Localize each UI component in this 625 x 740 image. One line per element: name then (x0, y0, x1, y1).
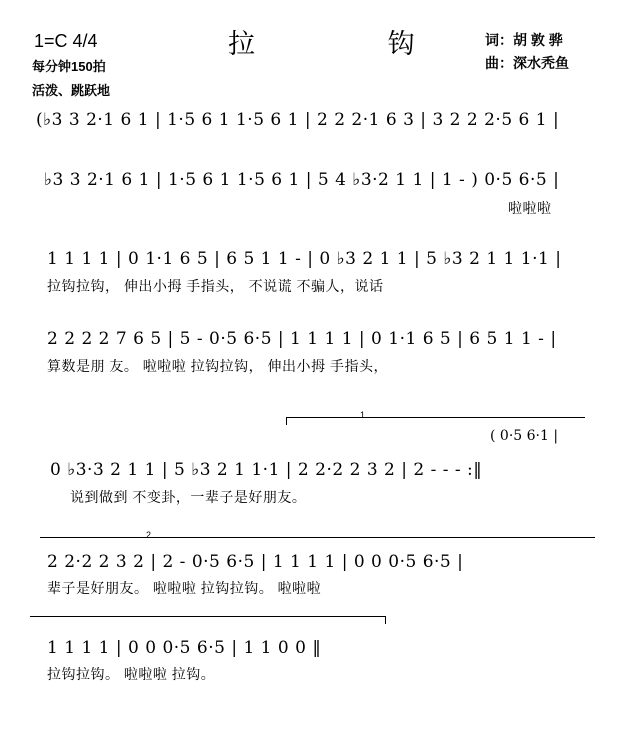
lyricist-credit: 词：胡 敦 骅 (485, 32, 563, 48)
key-and-meter: 1=C 4/4 (34, 31, 98, 51)
lyric-line-3: 拉钩拉钩， 伸出小拇 手指头， 不说谎 不骗人，说话 (47, 278, 384, 294)
tempo-marking: 每分钟150拍 (32, 59, 106, 74)
notation-line-7: 1 1 1 1 | 0 0 0·5 6·5 | 1 1 0 0 ‖ (47, 638, 322, 658)
notation-line-3: 1 1 1 1 | 0 1·1 6 5 | 6 5 1 1 - | 0 ♭3 2 1 1 | 5 ♭3 2 1 1 1·1 | (47, 249, 562, 269)
composer-credit: 曲：深水秃鱼 (485, 55, 569, 71)
lyric-line-7: 拉钩拉钩。 啦啦啦 拉钩。 (47, 666, 216, 682)
lyric-line-2: 啦啦啦 (508, 200, 552, 216)
volta-2-number: 2 (146, 530, 152, 540)
notation-line-5: 0 ♭3·3 2 1 1 | 5 ♭3 2 1 1·1 | 2 2·2 2 3 2 | 2 - - - :‖ (50, 460, 483, 480)
lyric-line-5: 说到做到 不变卦，一辈子是好朋友。 (70, 489, 307, 505)
volta-1-start-tick (286, 417, 287, 425)
notation-line-6: 2 2·2 2 3 2 | 2 - 0·5 6·5 | 1 1 1 1 | 0 0 0·5 6·5 | (47, 552, 464, 572)
song-title: 拉 钩 (228, 29, 477, 60)
notation-line-1: (♭3 3 2·1 6 1 | 1·5 6 1 1·5 6 1 | 2 2 2·1 6 3 | 3 2 2 2·5 6 1 | (36, 110, 560, 130)
lyric-line-4: 算数是朋 友。 啦啦啦 拉钩拉钩， 伸出小拇 手指头， (47, 358, 388, 374)
volta-1-number: 1 (360, 410, 366, 420)
lyric-line-6: 辈子是好朋友。 啦啦啦 拉钩拉钩。 啦啦啦 (47, 580, 322, 596)
expression-marking: 活泼、跳跃地 (32, 83, 111, 98)
volta-2-bracket-continued (30, 616, 385, 617)
repeat-pickup: ( 0·5 6·1 | (490, 428, 559, 444)
volta-1-bracket (286, 417, 585, 418)
volta-2-end-tick (385, 616, 386, 624)
notation-line-4: 2 2 2 2 7 6 5 | 5 - 0·5 6·5 | 1 1 1 1 | 0 1·1 6 5 | 6 5 1 1 - | (47, 329, 557, 349)
volta-2-bracket (40, 537, 595, 538)
notation-line-2: ♭3 3 2·1 6 1 | 1·5 6 1 1·5 6 1 | 5 4 ♭3·2 1 1 | 1 - ) 0·5 6·5 | (44, 170, 560, 190)
